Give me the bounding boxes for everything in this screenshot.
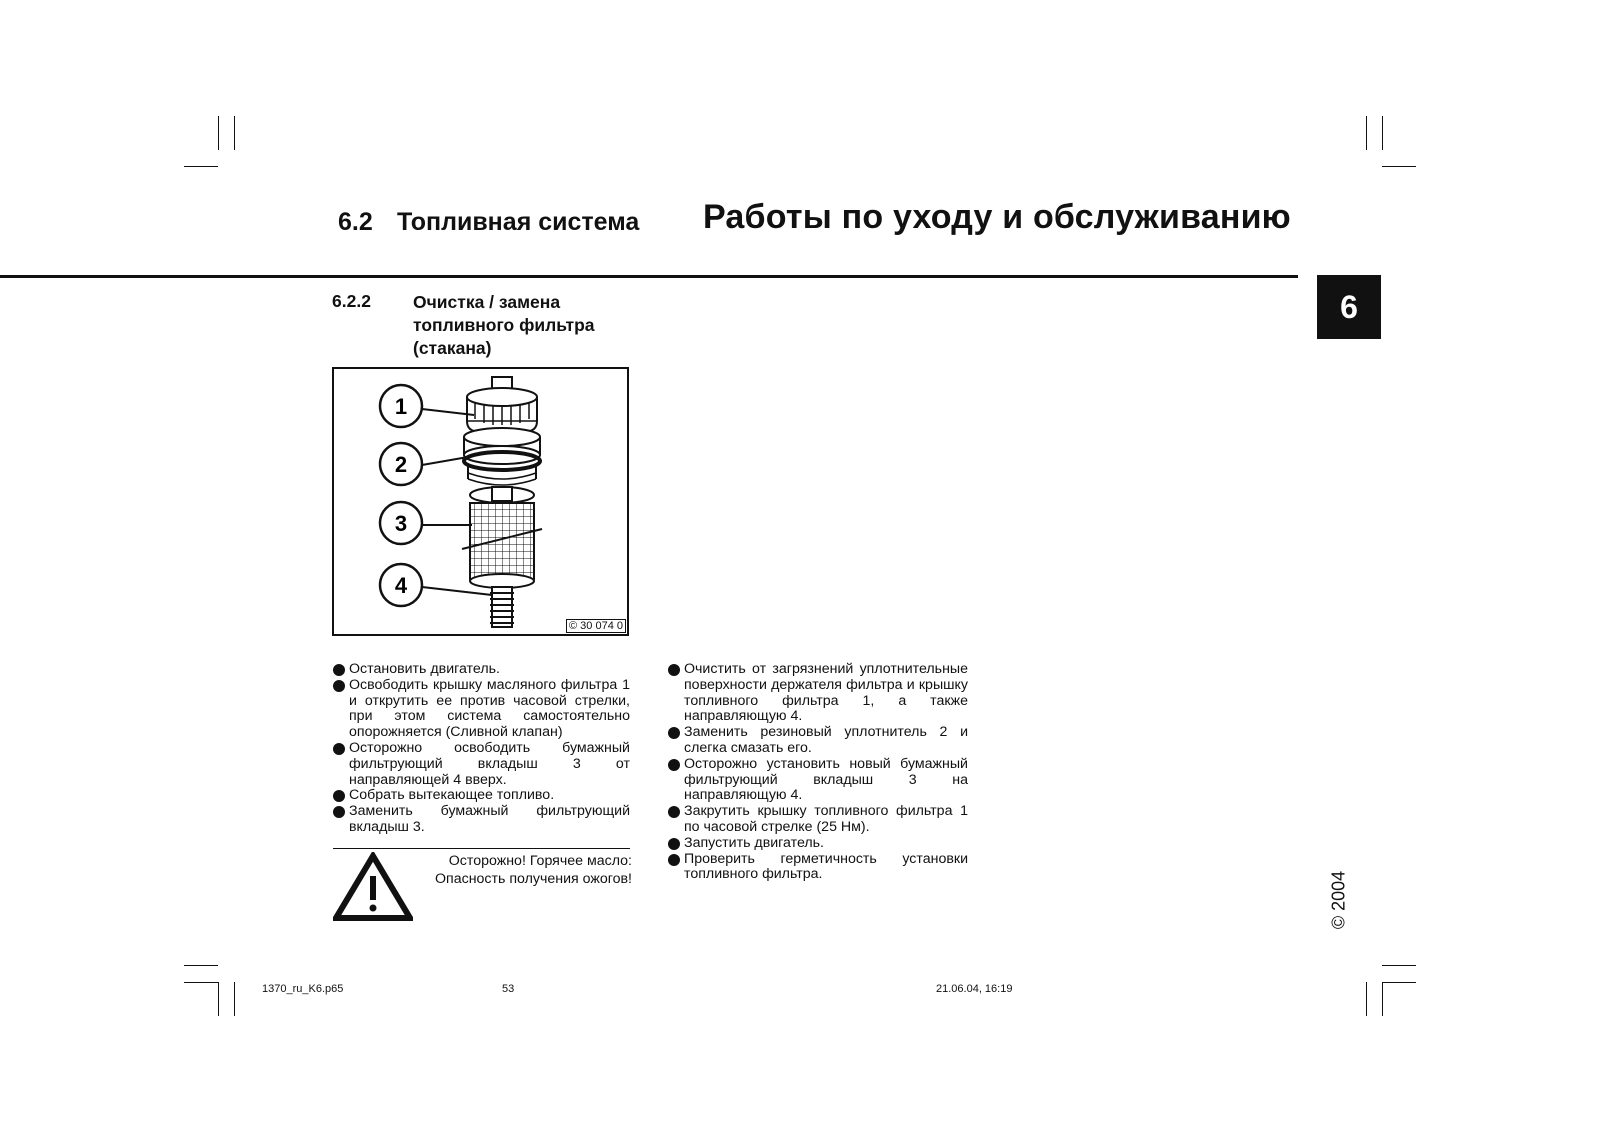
header-rule: [0, 275, 1298, 278]
list-item: Закрутить крышку топливного фильтра 1 по часовой стрелке (25 Нм).: [668, 804, 968, 836]
section-name: Топливная система: [397, 208, 640, 236]
steps-list-left: [333, 662, 630, 836]
leader-line-4: [422, 587, 492, 595]
fuel-filter-figure: [332, 367, 629, 636]
callout-label: 1: [394, 394, 408, 419]
crop-mark: [218, 116, 219, 150]
warning-text: [424, 852, 632, 888]
paper-filter-insert: [462, 487, 542, 588]
list-item: Заменить бумажный фильтрующий вкладыш 3.: [333, 804, 630, 836]
list-item: Запустить двигатель.: [668, 836, 968, 852]
footer-filename: 1370_ru_K6.p65: [262, 983, 344, 995]
footer-datetime: 21.06.04, 16:19: [936, 983, 1013, 995]
subsection-title-line: Очистка / замена: [413, 292, 561, 312]
copyright-notice: [1307, 868, 1371, 932]
copyright-symbol: ©: [569, 620, 578, 632]
list-item: Заменить резиновый уплотнитель 2 и слегка смазать его.: [668, 725, 968, 757]
callout-label: 3: [394, 511, 408, 536]
list-item: Собрать вытекающее топливо.: [333, 788, 630, 804]
list-item: Осторожно установить новый бумажный фильтрующий вкладыш 3 на направляющую 4.: [668, 757, 968, 804]
figure-code: [566, 619, 626, 633]
copyright-text: © 2004: [1328, 870, 1349, 930]
figure-code-number: 30 074 0: [580, 620, 623, 632]
crop-mark: [1382, 982, 1416, 983]
list-item: Осторожно освободить бумажный фильтрующий вкладыш 3 от направляющей 4 вверх.: [333, 741, 630, 788]
crop-mark: [1366, 982, 1367, 1016]
crop-mark: [184, 166, 218, 167]
leader-line-2: [422, 457, 468, 465]
subsection-title-line: (стакана): [413, 338, 492, 358]
crop-mark: [1382, 982, 1383, 1016]
fuel-filter-exploded-drawing: [334, 369, 627, 634]
subsection-title-line: топливного фильтра: [413, 315, 595, 335]
chapter-title: Работы по уходу и обслуживанию: [703, 198, 1291, 236]
callout-label: 4: [394, 573, 408, 598]
crop-mark: [184, 982, 218, 983]
chapter-tab: 6: [1317, 275, 1381, 339]
crop-mark: [234, 982, 235, 1016]
crop-mark: [218, 982, 219, 1016]
subsection-number: 6.2.2: [332, 291, 371, 311]
crop-mark: [184, 965, 218, 966]
warning-divider: [333, 848, 630, 849]
footer-page-number: 53: [502, 983, 515, 995]
subsection-title: [413, 291, 595, 360]
crop-mark: [1366, 116, 1367, 150]
crop-mark: [1382, 965, 1416, 966]
warning-triangle-icon: [333, 852, 413, 922]
section-number: 6.2: [338, 208, 373, 236]
filter-guide: [490, 587, 514, 627]
steps-list-right: [668, 662, 968, 883]
list-item: Освободить крышку масляного фильтра 1 и открутить ее против часовой стрелки, при этом система самостоятельно опорожняется (Сливной клапан): [333, 678, 630, 741]
list-item: Остановить двигатель.: [333, 662, 630, 678]
list-item: Проверить герметичность установки топливного фильтра.: [668, 852, 968, 884]
list-item: Очистить от загрязнений уплотнительные поверхности держателя фильтра и крышку топливного фильтра 1, а также направляющую 4.: [668, 662, 968, 725]
warning-line: Осторожно! Горячее масло:: [448, 853, 632, 869]
warning-line: Опасность получения ожогов!: [435, 871, 632, 887]
crop-mark: [1382, 166, 1416, 167]
crop-mark: [234, 116, 235, 150]
crop-mark: [1382, 116, 1383, 150]
callout-label: 2: [394, 452, 408, 477]
